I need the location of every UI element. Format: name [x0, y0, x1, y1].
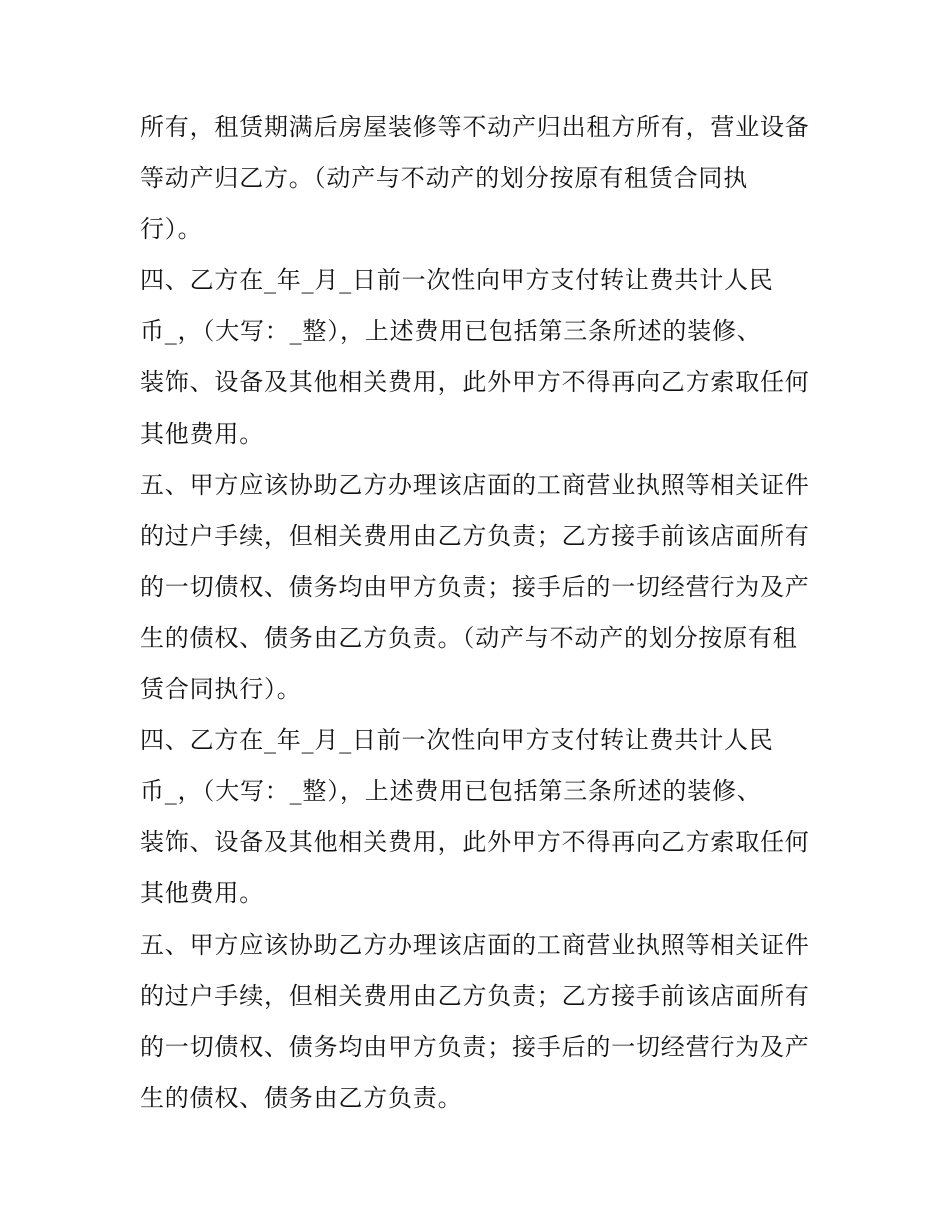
text-line: 四、乙方在_年_月_日前一次性向甲方支付转让费共计人民: [140, 726, 774, 755]
text-line: 币_，（大写：_整），上述费用已包括第三条所述的装修、: [140, 317, 762, 346]
text-line: 的过户手续，但相关费用由乙方负责；乙方接手前该店面所有: [140, 981, 810, 1010]
text-line: 的一切债权、债务均由甲方负责；接手后的一切经营行为及产: [140, 1032, 810, 1061]
text-line: 装饰、设备及其他相关费用，此外甲方不得再向乙方索取任何: [140, 828, 810, 857]
text-line: 其他费用。: [140, 879, 264, 908]
text-line: 装饰、设备及其他相关费用，此外甲方不得再向乙方索取任何: [140, 368, 810, 397]
text-line: 四、乙方在_年_月_日前一次性向甲方支付转让费共计人民: [140, 266, 774, 295]
text-line: 赁合同执行）。: [140, 675, 302, 704]
text-line: 五、甲方应该协助乙方办理该店面的工商营业执照等相关证件: [140, 470, 810, 499]
text-line: 的一切债权、债务均由甲方负责；接手后的一切经营行为及产: [140, 572, 810, 601]
text-line: 等动产归乙方。（动产与不动产的划分按原有租赁合同执: [140, 164, 748, 193]
text-line: 其他费用。: [140, 419, 264, 448]
text-line: 的过户手续，但相关费用由乙方负责；乙方接手前该店面所有: [140, 521, 810, 550]
text-line: 五、甲方应该协助乙方办理该店面的工商营业执照等相关证件: [140, 930, 810, 959]
text-line: 行）。: [140, 215, 203, 244]
text-line: 生的债权、债务由乙方负责。: [140, 1083, 463, 1112]
text-line: 生的债权、债务由乙方负责。（动产与不动产的划分按原有租: [140, 623, 798, 652]
text-line: 币_，（大写：_整），上述费用已包括第三条所述的装修、: [140, 777, 762, 806]
text-line: 所有，租赁期满后房屋装修等不动产归出租方所有，营业设备: [140, 113, 810, 141]
document-body: [140, 102, 840, 1124]
